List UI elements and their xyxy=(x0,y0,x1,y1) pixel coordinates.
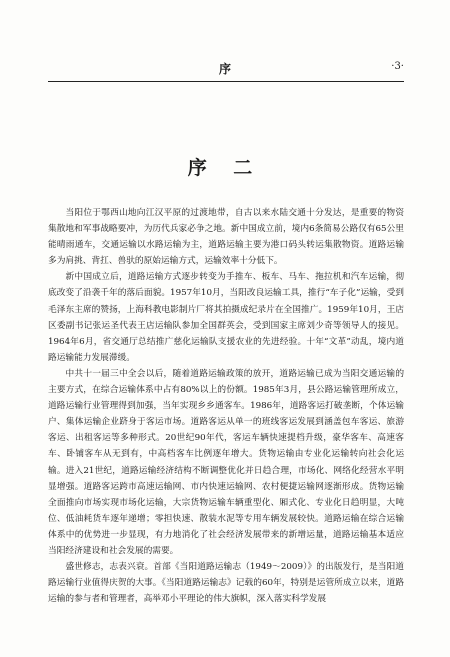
body-text xyxy=(48,205,404,607)
paragraph: 当阳位于鄂西山地向江汉平原的过渡地带，自古以来水陆交通十分发达，是重要的物资集散地和军事战略要冲，为历代兵家必争之地。新中国成立前，境内6条简易公路仅有65公里能晴雨通车，交通运输以水路运输为主，道路运输主要为港口码头转运集散物资。道路运输多为肩挑、背扛、兽驮的原始运输方式，运输效率十分低下。 xyxy=(48,208,404,267)
header-divider xyxy=(48,81,404,82)
paragraph: 盛世修志，志表兴衰。首部《当阳道路运输志（1949～2009）》的出版发行，是当阳道路运输行业值得庆贺的大事。《当阳道路运输志》记载的60年，特别是运管所成立以来，道路运输的参与者和管理者，高举邓小平理论的伟大旗帜，深入落实科学发展 xyxy=(48,562,404,605)
paragraph: 中共十一届三中全会以后，随着道路运输政策的放开，道路运输已成为当阳交通运输的主要方式，在综合运输体系中占有80%以上的份额。1985年3月，县公路运输管理所成立，道路运输行业管理得到加强，当年实现乡乡通客车。1986年，道路客运打破垄断，个体运输户、集体运输企业跻身于客运市场。道路客运从单一的班线客运发展到涵盖包车客运、旅游客运、出租客运等多种形式。20世纪90年代，客运车辆快速提档升级，豪华客车、高速客车、卧铺客车从无到有，中高档客车比例逐年增大。货物运输由专业化运输转向社会化运输。进入21世纪，道路运输经济结构不断调整优化并日趋合理，市场化、网络化经营水平明显增强。道路客运跨市高速运输网、市内快速运输网、农村便捷运输网逐渐形成。货物运输全面推向市场实现市场化运输，大宗货物运输车辆重型化、厢式化、专业化日趋明显，大吨位、低油耗货车逐年递增；零担快速、散装水泥等专用车辆发展较快。道路运输在综合运输体系中的优势进一步显现，有力地消化了社会经济发展带来的新增运量，道路运输基本适应当阳经济建设和社会发展的需要。 xyxy=(48,368,404,556)
paragraph: 新中国成立后，道路运输方式逐步转变为手推车、板车、马车、拖拉机和汽车运输，彻底改变了沿袭千年的落后面貌。1957年10月，当阳改良运输工具，推行“车子化”运输，受到毛泽东主席的赞扬，上海科教电影制片厂将其拍摄成纪录片在全国推广。1959年10月，王店区委副书记张运圣代表王店运输队参加全国群英会，受到国家主席刘少奇等领导人的接见。1964年6月，省交通厅总结推广慈化运输队支援农业的先进经验。十年“文革”动乱，境内道路运输能力发展滞缓。 xyxy=(48,272,404,363)
running-header xyxy=(48,60,404,80)
page-number: ·3· xyxy=(391,61,404,72)
section-title: 序 二 xyxy=(187,157,263,179)
running-header-title: 序 xyxy=(218,62,233,76)
